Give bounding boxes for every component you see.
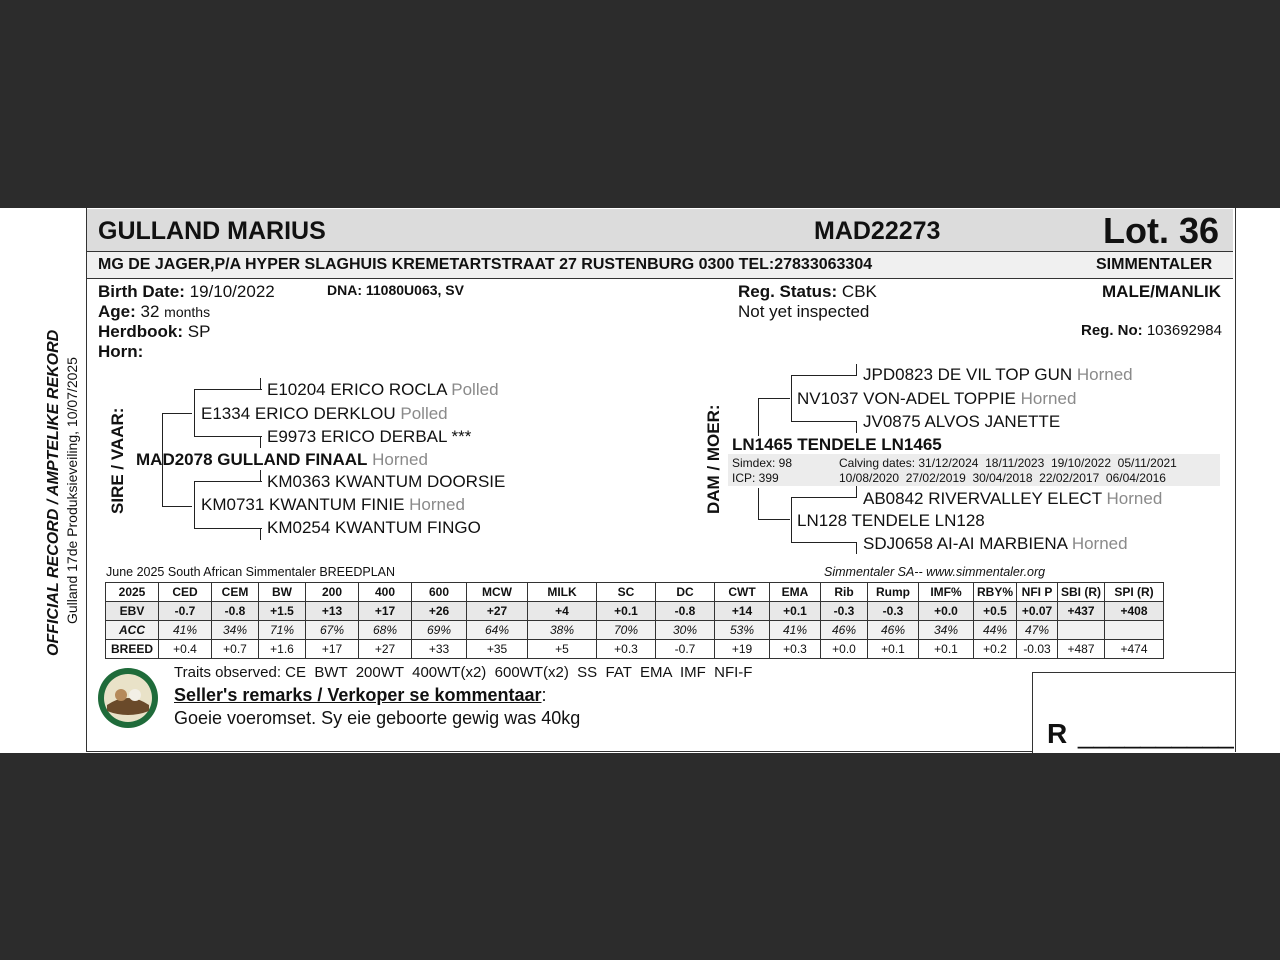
ebv-header-row-cell: BW	[259, 583, 306, 602]
ebv-row-cell: +437	[1058, 602, 1105, 621]
dam-sire: NV1037 VON-ADEL TOPPIE Horned	[797, 389, 1077, 408]
ebv-row-cell: +0.07	[1017, 602, 1058, 621]
breed-row-cell: +0.3	[770, 640, 821, 659]
ebv-header-row-cell: 2025	[106, 583, 159, 602]
ebv-header-row-cell: RBY%	[974, 583, 1017, 602]
ebv-header-row-cell: CEM	[212, 583, 259, 602]
dam-dam: LN128 TENDELE LN128	[797, 511, 985, 530]
ebv-header-row-cell: SC	[597, 583, 656, 602]
ebv-row-cell: +408	[1105, 602, 1164, 621]
breed-row-cell: +0.2	[974, 640, 1017, 659]
animal-id: MAD22273	[814, 217, 941, 245]
ebv-header-row-cell: CWT	[715, 583, 770, 602]
acc-row-cell: 46%	[821, 621, 868, 640]
ebv-table	[105, 582, 1164, 659]
breed-row-cell: +474	[1105, 640, 1164, 659]
ebv-row-cell: +26	[412, 602, 467, 621]
sire-dam-dam: KM0254 KWANTUM FINGO	[267, 518, 481, 537]
lot-number: Lot. 36	[1103, 210, 1220, 251]
sire-dam-sire: KM0363 KWANTUM DOORSIE	[267, 472, 506, 491]
sire: MAD2078 GULLAND FINAAL Horned	[136, 450, 428, 469]
birth-date: Birth Date: 19/10/2022	[98, 282, 275, 301]
ebv-header-row-cell: Rib	[821, 583, 868, 602]
sire-sire-sire: E10204 ERICO ROCLA Polled	[267, 380, 499, 399]
ebv-header-row	[106, 583, 1164, 602]
breed-row-cell: -0.7	[656, 640, 715, 659]
acc-row-cell: 38%	[528, 621, 597, 640]
breed-name: SIMMENTALER	[1096, 256, 1213, 273]
sire-sire-dam: E9973 ERICO DERBAL ***	[267, 427, 472, 446]
horn-label: Horn:	[98, 342, 144, 361]
breed-row-cell: +0.4	[159, 640, 212, 659]
ebv-row-cell: -0.7	[159, 602, 212, 621]
sellers-remarks-text: Goeie voeromset. Sy eie geboorte gewig was 40kg	[174, 708, 581, 728]
breed-row-cell: +17	[306, 640, 359, 659]
acc-row-cell: ACC	[106, 621, 159, 640]
official-record-label: OFFICIAL RECORD / AMPTELIKE REKORD	[45, 329, 62, 656]
dam-sire-dam: JV0875 ALVOS JANETTE	[863, 412, 1061, 431]
ebv-header-row-cell: Rump	[868, 583, 919, 602]
ebv-row-cell: +17	[359, 602, 412, 621]
breed-row-cell: +487	[1058, 640, 1105, 659]
sale-label: Gulland 17de Produksieveiling, 10/07/2025	[64, 357, 80, 624]
acc-row-cell: 68%	[359, 621, 412, 640]
ebv-header-row-cell: SBI (R)	[1058, 583, 1105, 602]
breed-row-cell: +33	[412, 640, 467, 659]
breed-row-cell: +1.6	[259, 640, 306, 659]
traits-observed: Traits observed: CE BWT 200WT 400WT(x2) 600WT(x2) SS FAT EMA IMF NFI-F	[174, 664, 753, 681]
breed-row-cell: +27	[359, 640, 412, 659]
sellers-remarks-heading: Seller's remarks / Verkoper se kommentaar:	[174, 685, 547, 705]
breed-row-cell: +0.1	[868, 640, 919, 659]
breedplan-title: June 2025 South African Simmentaler BREEDPLAN	[106, 565, 396, 579]
simmentaler-logo	[97, 667, 159, 729]
ebv-row-cell: +0.5	[974, 602, 1017, 621]
acc-row-cell: 34%	[212, 621, 259, 640]
ebv-header-row-cell: 400	[359, 583, 412, 602]
reg-status: Reg. Status: CBK	[738, 282, 877, 301]
breed-row-cell: +0.0	[821, 640, 868, 659]
sire-label: SIRE / VAAR:	[108, 407, 127, 514]
breed-row-cell: +0.1	[919, 640, 974, 659]
simdex: Simdex: 98	[732, 456, 793, 470]
ebv-row-cell: -0.3	[821, 602, 868, 621]
acc-row-cell	[1105, 621, 1164, 640]
ebv-row-cell: -0.3	[868, 602, 919, 621]
ebv-row-cell: +0.1	[597, 602, 656, 621]
ebv-row-cell: EBV	[106, 602, 159, 621]
dam-sire-sire: JPD0823 DE VIL TOP GUN Horned	[863, 365, 1133, 384]
ebv-row-cell: +1.5	[259, 602, 306, 621]
acc-row-cell: 69%	[412, 621, 467, 640]
ebv-row	[106, 602, 1164, 621]
calving-dates-2: 10/08/2020 27/02/2019 30/04/2018 22/02/2017 06/04/2016	[839, 471, 1166, 485]
ebv-row-cell: +0.0	[919, 602, 974, 621]
dna-info: DNA: 11080U063, SV	[327, 282, 464, 298]
ebv-header-row-cell: DC	[656, 583, 715, 602]
ebv-header-row-cell: MCW	[467, 583, 528, 602]
ebv-row-cell: +27	[467, 602, 528, 621]
ebv-header-row-cell: NFI P	[1017, 583, 1058, 602]
acc-row-cell: 30%	[656, 621, 715, 640]
breed-row-cell: +5	[528, 640, 597, 659]
ebv-header-row-cell: SPI (R)	[1105, 583, 1164, 602]
icp: ICP: 399	[732, 471, 779, 485]
acc-row-cell: 44%	[974, 621, 1017, 640]
ebv-header-row-cell: CED	[159, 583, 212, 602]
acc-row-cell: 67%	[306, 621, 359, 640]
price-blank[interactable]: __________	[1078, 718, 1234, 749]
ebv-header-row-cell: MILK	[528, 583, 597, 602]
acc-row-cell: 47%	[1017, 621, 1058, 640]
price-currency: R	[1047, 718, 1068, 749]
ebv-row-cell: +0.1	[770, 602, 821, 621]
breed-row-cell: +19	[715, 640, 770, 659]
dam-dam-dam: SDJ0658 AI-AI MARBIENA Horned	[863, 534, 1128, 553]
acc-row-cell: 41%	[770, 621, 821, 640]
sire-dam: KM0731 KWANTUM FINIE Horned	[201, 495, 465, 514]
inspection-status: Not yet inspected	[738, 302, 870, 321]
ebv-row-cell: +14	[715, 602, 770, 621]
age: Age: 32 months	[98, 302, 211, 321]
acc-row-cell: 70%	[597, 621, 656, 640]
ebv-row-cell: +4	[528, 602, 597, 621]
breed-row-cell: +0.3	[597, 640, 656, 659]
dam-label: DAM / MOER:	[704, 404, 723, 514]
breedplan-site: Simmentaler SA-- www.simmentaler.org	[824, 565, 1046, 579]
acc-row-cell: 41%	[159, 621, 212, 640]
breed-row-cell: +35	[467, 640, 528, 659]
ebv-row-cell: +13	[306, 602, 359, 621]
dam: LN1465 TENDELE LN1465	[732, 435, 942, 454]
acc-row-cell: 71%	[259, 621, 306, 640]
sire-sire: E1334 ERICO DERKLOU Polled	[201, 404, 448, 423]
acc-row-cell: 64%	[467, 621, 528, 640]
lot-card	[0, 208, 1280, 753]
owner-address: MG DE JAGER,P/A HYPER SLAGHUIS KREMETARTSTRAAT 27 RUSTENBURG 0300 TEL:27833063304	[98, 256, 873, 273]
calving-dates-1: Calving dates: 31/12/2024 18/11/2023 19/10/2022 05/11/2021	[839, 456, 1177, 470]
herdbook: Herdbook: SP	[98, 322, 211, 341]
ebv-row-cell: -0.8	[212, 602, 259, 621]
ebv-row-cell: -0.8	[656, 602, 715, 621]
acc-row-cell	[1058, 621, 1105, 640]
animal-name: GULLAND MARIUS	[98, 217, 326, 245]
reg-number: Reg. No: 103692984	[1081, 322, 1222, 339]
sex: MALE/MANLIK	[1102, 282, 1221, 301]
acc-row-cell: 46%	[868, 621, 919, 640]
ebv-header-row-cell: 200	[306, 583, 359, 602]
ebv-header-row-cell: IMF%	[919, 583, 974, 602]
acc-row	[106, 621, 1164, 640]
acc-row-cell: 34%	[919, 621, 974, 640]
breed-row-cell: +0.7	[212, 640, 259, 659]
breed-row-cell: -0.03	[1017, 640, 1058, 659]
ebv-header-row-cell: 600	[412, 583, 467, 602]
acc-row-cell: 53%	[715, 621, 770, 640]
dam-dam-sire: AB0842 RIVERVALLEY ELECT Horned	[863, 489, 1163, 508]
breed-row-cell: BREED	[106, 640, 159, 659]
breed-row	[106, 640, 1164, 659]
ebv-header-row-cell: EMA	[770, 583, 821, 602]
